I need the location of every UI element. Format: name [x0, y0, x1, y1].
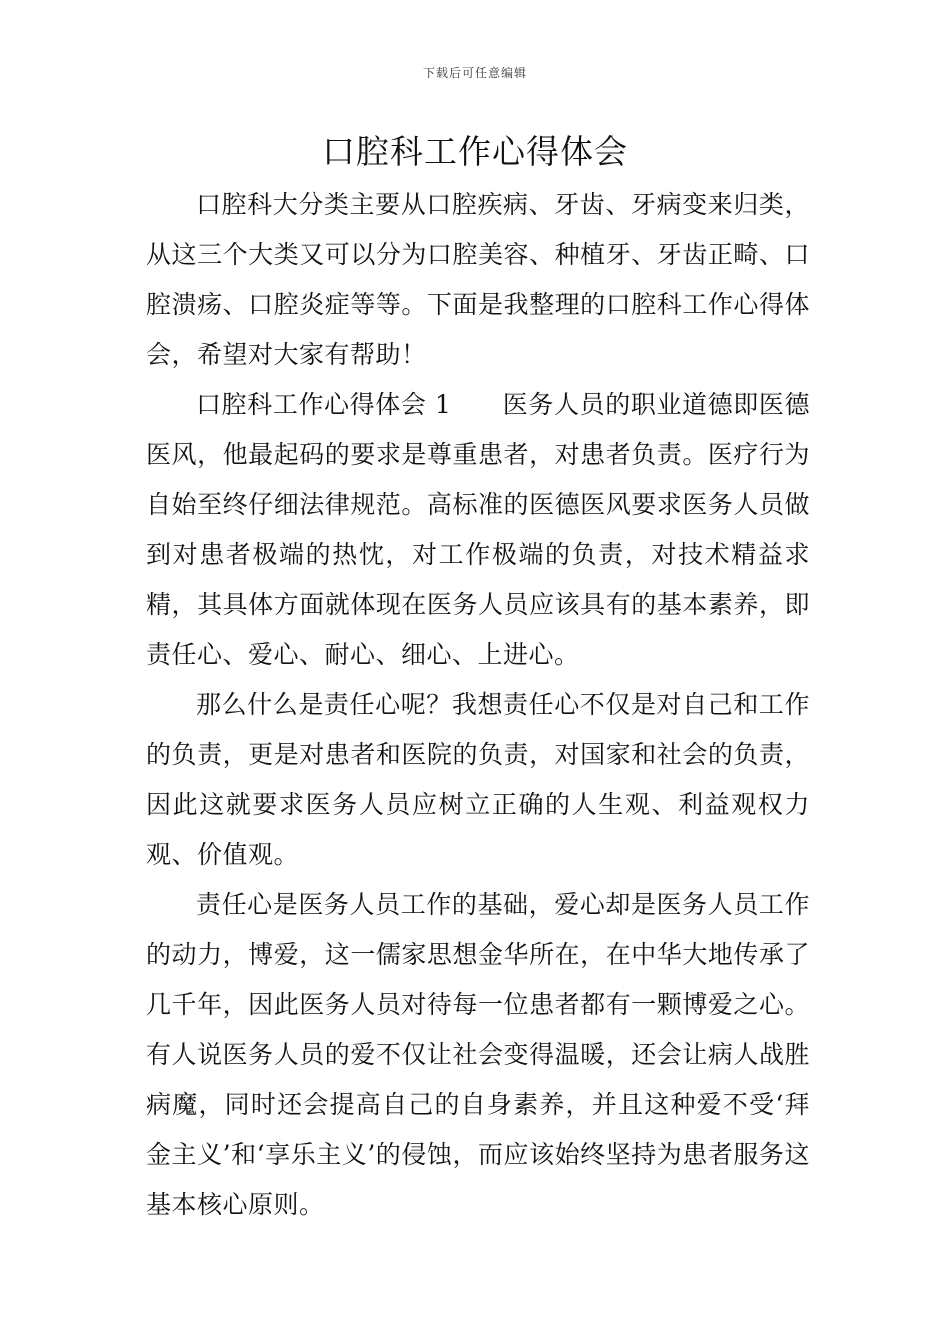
document-body [146, 180, 810, 1230]
document-title: 口腔科工作心得体会 [322, 132, 628, 171]
header-note: 下载后可任意编辑 [422, 66, 527, 80]
paragraph-responsibility: 那么什么是责任心呢？我想责任心不仅是对自己和工作的负责，更是对患者和医院的负责，对国家和社会的负责，因此这就要求医务人员应树立正确的人生观、利益观权力观、价值观。 [146, 690, 810, 869]
paragraph-love: 责任心是医务人员工作的基础，爱心却是医务人员工作的动力，博爱，这一儒家思想金华所在，在中华大地传承了几千年，因此医务人员对待每一位患者都有一颗博爱之心。有人说医务人员的爱不仅让社会变得温暖，还会让病人战胜病魔，同时还会提高自己的自身素养，并且这种爱不受‘拜金主义’和‘享乐主义’的侵蚀，而应该始终坚持为患者服务这基本核心原则。 [146, 890, 810, 1219]
paragraph-intro: 口腔科大分类主要从口腔疾病、牙齿、牙病变来归类，从这三个大类又可以分为口腔美容、种植牙、牙齿正畸、口腔溃疡、口腔炎症等等。下面是我整理的口腔科工作心得体会，希望对大家有帮助！ [146, 190, 810, 369]
paragraph-section-1: 口腔科工作心得体会 1 医务人员的职业道德即医德医风，他最起码的要求是尊重患者，对患者负责。医疗行为自始至终仔细法律规范。高标准的医德医风要求医务人员做到对患者极端的热忱，对工作极端的负责，对技术精益求精，其具体方面就体现在医务人员应该具有的基本素养，即责任心、爱心、耐心、细心、上进心。 [146, 390, 810, 669]
